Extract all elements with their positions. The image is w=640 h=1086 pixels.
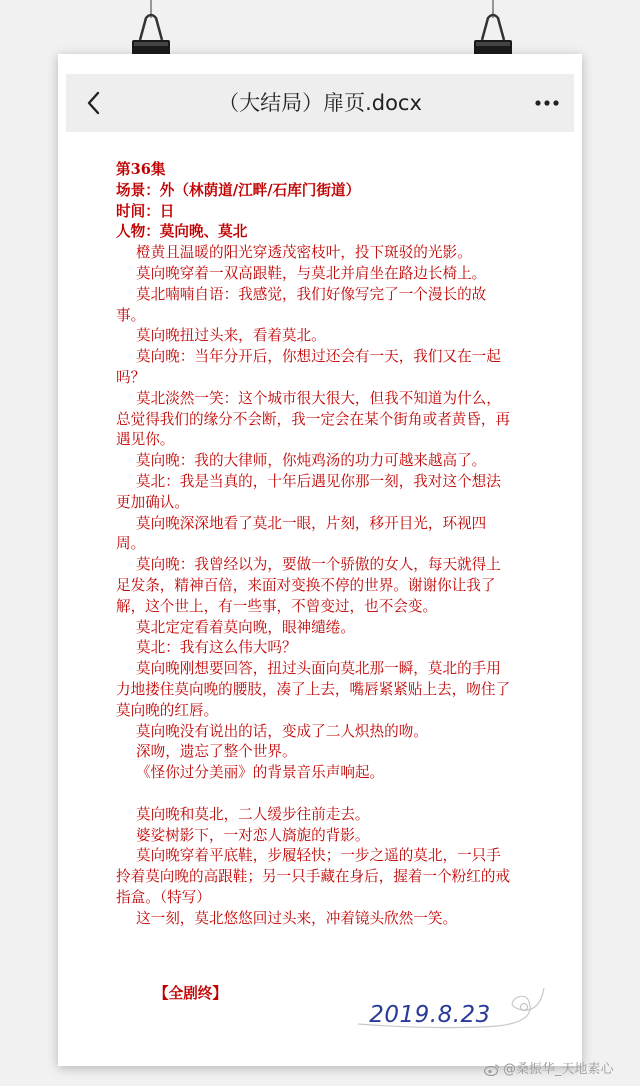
script-paragraph: 莫北定定看着莫向晚，眼神缱绻。 bbox=[136, 618, 355, 636]
watermark-text: @桑振华_天地素心 bbox=[503, 1062, 614, 1077]
script-paragraph: 莫向晚刚想要回答，扭过头面向莫北那一瞬，莫北的手用力地搂住莫向晚的腰肢，凑了上去，嘴唇紧紧贴上去，吻住了莫向晚的红唇。 bbox=[116, 660, 511, 719]
script-paragraph: 莫北喃喃自语：我感觉，我们好像写完了一个漫长的故事。 bbox=[116, 285, 487, 324]
characters-heading: 人物：莫向晚、莫北 bbox=[116, 223, 248, 241]
script-body bbox=[116, 160, 514, 929]
script-paragraph: 莫向晚：我曾经以为，要做一个骄傲的女人，每天就得上足发条，精神百倍，来面对变换不停的世界。谢谢你让我了解，这个世上，有一些事，不曾变过，也不会变。 bbox=[116, 556, 501, 615]
end-of-series-mark: 【全剧终】 bbox=[154, 985, 227, 1002]
scene-heading: 场景：外（林荫道/江畔/石库门街道） bbox=[116, 181, 361, 199]
script-paragraph: 莫北淡然一笑：这个城市很大很大，但我不知道为什么，总觉得我们的缘分不会断，我一定会在某个街角或者黄昏，再遇见你。 bbox=[116, 389, 511, 449]
script-paragraph: 莫北：我是当真的，十年后遇见你那一刻，我对这个想法更加确认。 bbox=[116, 472, 501, 511]
script-paragraph: 莫向晚和莫北，二人缓步往前走去。 bbox=[136, 805, 370, 823]
script-paragraph: 莫向晚深深地看了莫北一眼，片刻，移开目光，环视四周。 bbox=[116, 514, 487, 553]
weibo-watermark bbox=[484, 1058, 614, 1077]
script-paragraph: 橙黄且温暖的阳光穿透茂密枝叶，投下斑驳的光影。 bbox=[136, 244, 472, 262]
phone-screenshot-card bbox=[58, 54, 582, 1066]
paragraph-spacer bbox=[116, 784, 514, 805]
weibo-logo-icon bbox=[484, 1063, 500, 1076]
script-paragraph: 莫向晚穿着平底鞋，步履轻快；一步之遥的莫北，一只手拎着莫向晚的高跟鞋；另一只手藏在身后，握着一个粉红的戒指盒。（特写） bbox=[116, 847, 511, 906]
document-title: （大结局）扉页.docx bbox=[218, 91, 422, 115]
script-paragraph: 莫北：我有这么伟大吗？ bbox=[136, 639, 297, 657]
script-paragraph: 这一刻，莫北悠悠回过头来，冲着镜头欣然一笑。 bbox=[136, 909, 458, 927]
script-paragraph: 莫向晚扭过头来，看着莫北。 bbox=[136, 327, 326, 345]
document-title-bar bbox=[66, 74, 574, 132]
script-paragraph: 莫向晚穿着一双高跟鞋，与莫北并肩坐在路边长椅上。 bbox=[136, 264, 487, 282]
script-paragraph: 莫向晚：我的大律师，你炖鸡汤的功力可越来越高了。 bbox=[136, 452, 487, 470]
time-heading: 时间：日 bbox=[116, 202, 175, 220]
ellipsis-icon[interactable] bbox=[530, 88, 564, 118]
script-paragraph: 婆娑树影下，一对恋人旖旎的背影。 bbox=[136, 826, 370, 844]
script-paragraph: 莫向晚没有说出的话，变成了二人炽热的吻。 bbox=[136, 722, 428, 740]
script-paragraph: 莫向晚：当年分开后，你想过还会有一天，我们又在一起吗？ bbox=[116, 348, 501, 386]
script-paragraph: 《怪你过分美丽》的背景音乐声响起。 bbox=[136, 764, 385, 782]
script-paragraph: 深吻，遗忘了整个世界。 bbox=[136, 743, 297, 761]
episode-heading: 第36集 bbox=[116, 161, 166, 178]
chevron-left-icon[interactable] bbox=[80, 88, 110, 118]
signature-date: 2019.8.23 bbox=[369, 1002, 491, 1028]
